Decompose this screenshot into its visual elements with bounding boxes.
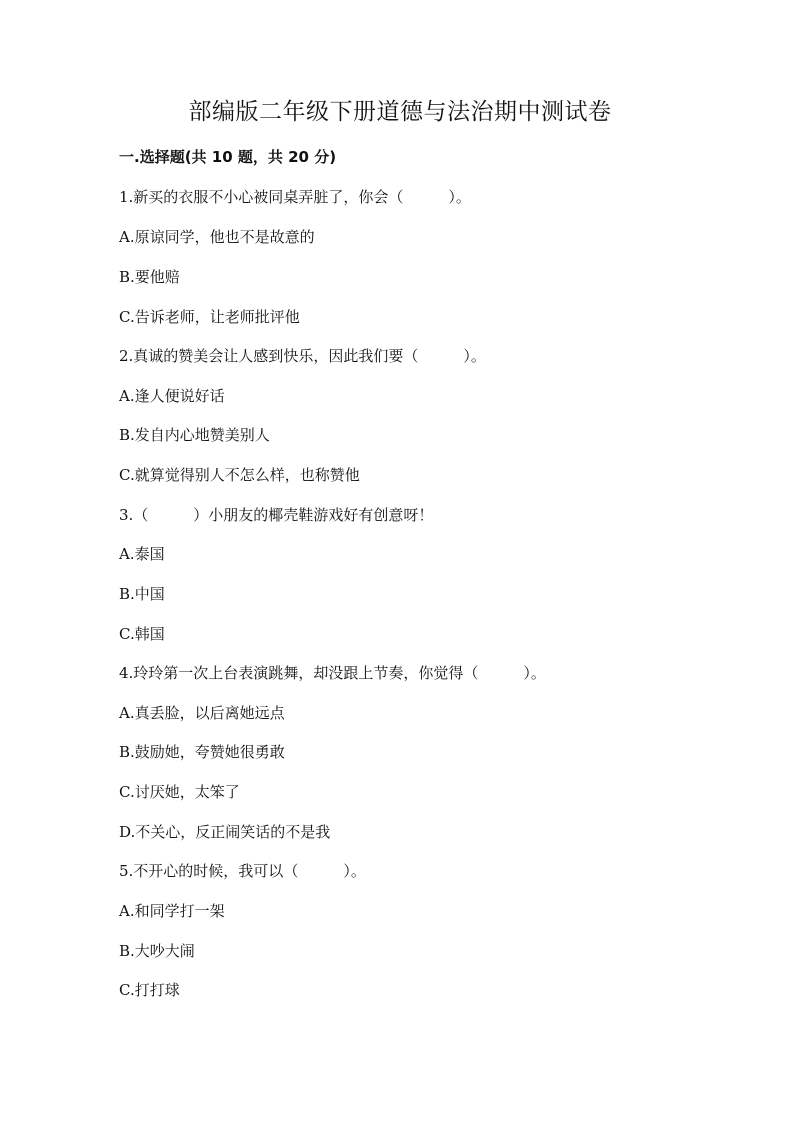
question-3-stem: 3.（ ）小朋友的椰壳鞋游戏好有创意呀！: [119, 506, 434, 524]
question-4-option-b: B.鼓励她，夸赞她很勇敢: [119, 743, 285, 761]
question-2-option-b: B.发自内心地赞美别人: [119, 426, 270, 444]
question-3-option-a: A.泰国: [119, 545, 165, 563]
question-3-option-c: C.韩国: [119, 625, 165, 643]
question-1-option-b: B.要他赔: [119, 268, 180, 286]
question-2-stem: 2.真诚的赞美会让人感到快乐，因此我们要（ ）。: [119, 347, 486, 365]
page-title: 部编版二年级下册道德与法治期中测试卷: [188, 99, 612, 125]
question-2-option-a: A.逢人便说好话: [119, 387, 225, 405]
question-4-option-a: A.真丢脸，以后离她远点: [119, 704, 285, 722]
question-1-option-a: A.原谅同学，他也不是故意的: [119, 228, 315, 246]
question-1-stem: 1.新买的衣服不小心被同桌弄脏了，你会（ ）。: [119, 188, 471, 206]
question-3-option-b: B.中国: [119, 585, 165, 603]
question-2-option-c: C.就算觉得别人不怎么样，也称赞他: [119, 466, 360, 484]
question-5-option-a: A.和同学打一架: [119, 902, 225, 920]
question-4-option-c: C.讨厌她，太笨了: [119, 783, 240, 801]
question-5-option-b: B.大吵大闹: [119, 942, 195, 960]
question-5-stem: 5.不开心的时候，我可以（ ）。: [119, 862, 366, 880]
question-1-option-c: C.告诉老师，让老师批评他: [119, 308, 300, 326]
section-heading: 一.选择题(共 10 题，共 20 分): [119, 148, 337, 166]
question-5-option-c: C.打打球: [119, 981, 180, 999]
question-4-option-d: D.不关心，反正闹笑话的不是我: [119, 823, 331, 841]
question-4-stem: 4.玲玲第一次上台表演跳舞，却没跟上节奏，你觉得（ ）。: [119, 664, 546, 682]
